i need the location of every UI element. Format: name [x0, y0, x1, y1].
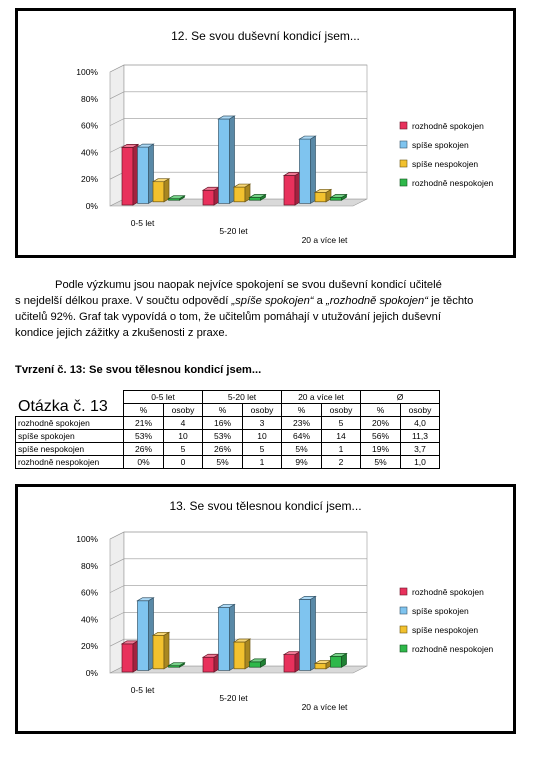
table-title: Otázka č. 13 [16, 391, 124, 417]
legend-label: spíše spokojen [412, 140, 469, 150]
subheader: % [203, 404, 243, 417]
bar [250, 662, 261, 667]
bar [284, 655, 295, 672]
group-header: 20 a více let [282, 391, 361, 404]
table-cell: 5 [243, 443, 282, 456]
bar [153, 635, 164, 669]
table-cell: 5 [322, 417, 361, 430]
y-tick-label: 60% [80, 120, 98, 131]
legend-swatch [400, 141, 407, 148]
para-line-2-end: je těchto [427, 295, 474, 307]
bar-side [311, 596, 316, 670]
y-tick-label: 80% [80, 93, 98, 104]
para-line-2 [15, 293, 515, 309]
legend-swatch [400, 588, 407, 595]
bar [315, 192, 326, 201]
chart-13-frame [15, 484, 516, 734]
table-cell: 4,0 [401, 417, 440, 430]
row-label: rozhodně spokojen [16, 417, 124, 430]
table-cell: 21% [124, 417, 164, 430]
legend-swatch [400, 160, 407, 167]
legend-swatch [400, 645, 407, 652]
para-line-4: kondice jejich zážitky a zkušenosti z praxe. [15, 327, 228, 339]
subheader: % [282, 404, 322, 417]
table-cell: 64% [282, 430, 322, 443]
y-tick-label: 0% [85, 668, 98, 678]
table-cell: 16% [203, 417, 243, 430]
x-tick-label: 20 a více let [301, 235, 348, 245]
data-table [15, 390, 440, 469]
legend-label: rozhodně spokojen [412, 587, 484, 597]
y-tick-label: 20% [80, 641, 98, 652]
table-cell: 2 [322, 456, 361, 469]
subheader: % [124, 404, 164, 417]
bar [234, 642, 245, 669]
table-row [16, 443, 440, 456]
y-tick-label: 40% [80, 614, 98, 625]
row-label: spíše spokojen [16, 430, 124, 443]
x-tick-label: 5-20 let [219, 226, 248, 236]
row-label: rozhodně nespokojen [16, 456, 124, 469]
bar [203, 190, 214, 205]
section-heading: Tvrzení č. 13: Se svou tělesnou kondicí jsem... [15, 364, 262, 376]
table-cell: 1 [322, 443, 361, 456]
bar-side [164, 632, 169, 669]
bar [315, 663, 326, 668]
table-cell: 9% [282, 456, 322, 469]
and-text: a [313, 295, 326, 307]
table-cell: 11,3 [401, 430, 440, 443]
legend-label: rozhodně nespokojen [412, 178, 494, 188]
table-cell: 23% [282, 417, 322, 430]
legend-label: spíše spokojen [412, 606, 469, 616]
y-tick-label: 0% [85, 201, 98, 211]
legend-label: rozhodně nespokojen [412, 644, 494, 654]
bar [331, 198, 342, 201]
row-label: spíše nespokojen [16, 443, 124, 456]
table-cell: 14 [322, 430, 361, 443]
table-cell: 10 [243, 430, 282, 443]
bar [219, 607, 230, 670]
quote-1: „spíše spokojen“ [231, 295, 314, 307]
chart-13-plot [18, 487, 513, 731]
subheader: osoby [164, 404, 203, 417]
subheader: osoby [322, 404, 361, 417]
bar [153, 182, 164, 202]
y-tick-label: 80% [80, 560, 98, 571]
table-cell: 5% [282, 443, 322, 456]
subheader: osoby [243, 404, 282, 417]
table-cell: 3,7 [401, 443, 440, 456]
bar [284, 176, 295, 205]
y-tick-label: 60% [80, 587, 98, 598]
table-cell: 5% [361, 456, 401, 469]
bar [122, 644, 133, 672]
group-header: 5-20 let [203, 391, 282, 404]
legend-label: spíše nespokojen [412, 625, 479, 635]
subheader: % [361, 404, 401, 417]
y-tick-label: 40% [80, 147, 98, 158]
table-row [16, 417, 440, 430]
table-cell: 19% [361, 443, 401, 456]
table-cell: 0% [124, 456, 164, 469]
legend-swatch [400, 626, 407, 633]
table-cell: 1,0 [401, 456, 440, 469]
para-line-1: Podle výzkumu jsou naopak nejvíce spokojení se svou duševní kondicí učitelé [55, 279, 442, 291]
table-cell: 10 [164, 430, 203, 443]
chart-title: 12. Se svou duševní kondicí jsem... [171, 29, 360, 43]
table-cell: 3 [243, 417, 282, 430]
chart-title: 13. Se svou tělesnou kondicí jsem... [169, 499, 362, 513]
table-cell: 5% [203, 456, 243, 469]
bar [219, 119, 230, 203]
x-tick-label: 20 a více let [301, 702, 348, 712]
table-row [16, 430, 440, 443]
y-tick-label: 100% [76, 534, 98, 544]
table-cell: 4 [164, 417, 203, 430]
table-group-header-row [16, 391, 440, 404]
table-cell: 26% [124, 443, 164, 456]
subheader: osoby [401, 404, 440, 417]
para-line-3: učitelů 92%. Graf tak vypovídá o tom, že učitelům pomáhají v utužování jejich duševní [15, 311, 441, 323]
legend-swatch [400, 122, 407, 129]
chart-12-frame [15, 8, 516, 258]
chart-12-plot [18, 11, 513, 255]
table-cell: 5 [164, 443, 203, 456]
table-cell: 56% [361, 430, 401, 443]
bar [138, 147, 149, 203]
table-cell: 53% [124, 430, 164, 443]
table-cell: 1 [243, 456, 282, 469]
group-header: Ø [361, 391, 440, 404]
bar [331, 656, 342, 667]
group-header: 0-5 let [124, 391, 203, 404]
bar [234, 187, 245, 202]
bar-side [164, 179, 169, 202]
bar [138, 601, 149, 671]
paragraph [15, 277, 515, 341]
bar [203, 657, 214, 672]
table-cell: 0 [164, 456, 203, 469]
bar [122, 147, 133, 205]
table-cell: 26% [203, 443, 243, 456]
bar [300, 599, 311, 670]
table-cell: 53% [203, 430, 243, 443]
quote-2: „rozhodně spokojen“ [325, 295, 428, 307]
x-tick-label: 0-5 let [130, 685, 155, 695]
bar [250, 198, 261, 201]
table-row [16, 456, 440, 469]
y-tick-label: 20% [80, 174, 98, 185]
legend-label: rozhodně spokojen [412, 121, 484, 131]
legend-label: spíše nespokojen [412, 159, 479, 169]
legend-swatch [400, 607, 407, 614]
legend-swatch [400, 179, 407, 186]
y-tick-label: 100% [76, 67, 98, 77]
table-cell: 20% [361, 417, 401, 430]
x-tick-label: 5-20 let [219, 693, 248, 703]
bar [300, 139, 311, 203]
para-line-2-text: s nejdelší délkou praxe. V součtu odpovědí [15, 295, 232, 307]
x-tick-label: 0-5 let [130, 218, 155, 228]
